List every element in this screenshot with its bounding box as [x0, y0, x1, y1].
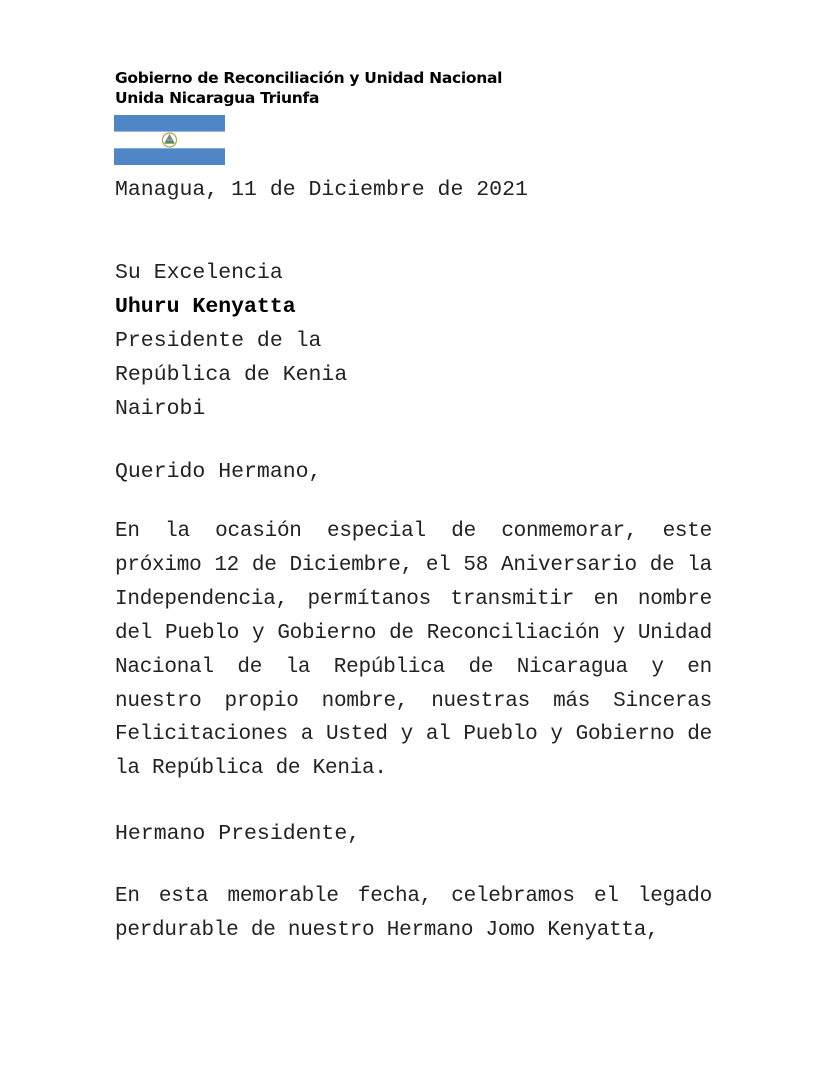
salutation-2: Hermano Presidente, — [115, 822, 361, 846]
body-paragraph-1: En la ocasión especial de conmemorar, este próximo 12 de Diciembre, el 58 Aniversario de la Independencia, permítanos transmitir en nombre del Pueblo y Gobierno de Reconciliación y Unidad Nacional de la República de Nicaragua y en nuestro propio nombre, nuestras más Sinceras Felicitaciones a Usted y al Pueblo y Gobierno de la República de Kenia. — [115, 520, 712, 781]
letter-date: Managua, 11 de Diciembre de 2021 — [115, 178, 528, 202]
addressee-name: Uhuru Kenyatta — [115, 295, 296, 319]
addressee-block — [115, 256, 347, 426]
letterhead — [115, 68, 502, 108]
addressee-position-line2: República de Kenia — [115, 363, 348, 387]
addressee-city: Nairobi — [115, 397, 206, 421]
letterhead-government-name: Gobierno de Reconciliación y Unidad Nacional — [115, 69, 503, 87]
addressee-position-line1: Presidente de la — [115, 329, 322, 353]
salutation: Querido Hermano, — [115, 460, 322, 484]
addressee-title: Su Excelencia — [115, 261, 283, 285]
body-paragraph-2: En esta memorable fecha, celebramos el legado perdurable de nuestro Hermano Jomo Kenyatta, — [115, 885, 712, 942]
letterhead-slogan: Unida Nicaragua Triunfa — [115, 89, 320, 107]
nicaragua-flag-icon — [114, 115, 225, 165]
